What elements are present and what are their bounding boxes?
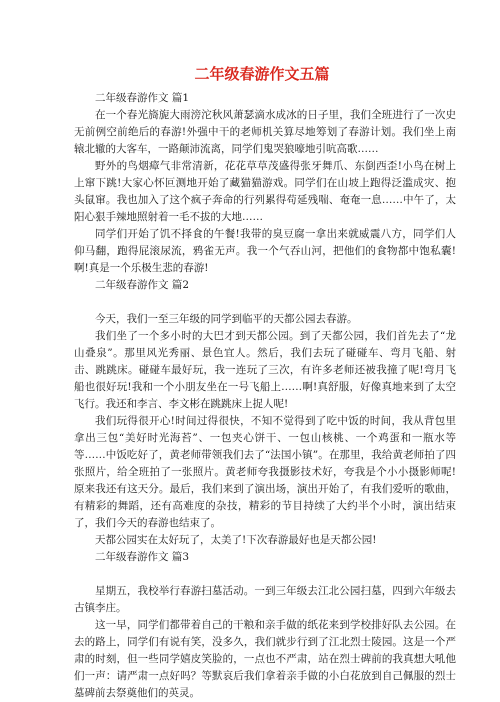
paragraph: 今天，我们一至三年级的同学到临平的天都公园去春游。 xyxy=(95,313,358,325)
paragraph-spacer xyxy=(74,566,456,583)
document-title: 二年级春游作文五篇 xyxy=(194,65,330,83)
section-3 xyxy=(74,549,456,702)
section-heading: 二年级春游作文 篇3 xyxy=(95,551,190,563)
section-1 xyxy=(74,90,456,277)
paragraph: 同学们开始了饥不择食的午餐!我带的臭豆腐一拿出来就威震八方，同学们人仰马翻，跑得屁滚尿流，鸦雀无声。我一个气吞山河，把他们的食物都中饱私囊!啊!真是一个乐极生悲的春游! xyxy=(74,228,456,274)
section-heading: 二年级春游作文 篇1 xyxy=(95,92,190,104)
paragraph: 天都公园实在太好玩了，太美了!下次春游最好也是天都公园! xyxy=(95,534,377,546)
paragraph: 星期五，我校举行春游扫墓活动。一到三年级去江北公园扫墓，四到六年级去古镇李庄。 xyxy=(74,585,456,614)
paragraph: 在一个春光旖旎大雨滂沱秋风萧瑟滴水成冰的日子里，我们全班进行了一次史无前例空前绝后的春游!外强中干的老师机关算尽地筹划了春游计划。我们坐上南辕北辙的大客车，一路颠沛流离，同学们鬼哭狼嚎地引吭高歌…… xyxy=(74,109,456,155)
paragraph: 野外的鸟烟瘴气非常清新，花花草草茂盛得张牙舞爪、东倒西歪!小鸟在树上上窜下跳!大家心怀叵测地开始了藏猫猫游戏。同学们在山坡上跑得泛滥成灾、抱头鼠窜。我也加入了这个疯子奔命的行列累得苟延残喘、奄奄一息……中午了，太阳心狠手辣地照射着一毛不拔的大地…… xyxy=(74,160,456,223)
paragraph-spacer xyxy=(74,294,456,311)
paragraph: 我们玩得很开心!时间过得很快，不知不觉得到了吃中饭的时间，我从背包里拿出三包“美好时光海苔”、一包夹心饼干、一包山核桃、一个鸡蛋和一瓶水等等……中饭吃好了，黄老师带领我们去了“法国小镇”。在那里，我给黄老师拍了四张照片，给全班拍了一张照片。黄老师夸我摄影技术好，夸我是个小小摄影师呢!原来我还有这天分。最后，我们来到了演出场，演出开始了，有我们爱听的歌曲，有精彩的舞蹈，还有高难度的杂技，精彩的节目持续了大约半个小时，演出结束了，我们今天的春游也结束了。 xyxy=(74,415,456,529)
section-2 xyxy=(74,277,456,549)
paragraph: 这一早，同学们都带着自己的干粮和亲手做的纸花来到学校排好队去公园。在去的路上，同学们有说有笑，没多久，我们就步行到了江北烈士陵园。这是一个严肃的时刻，但一些同学嬉皮笑脸的，一点也不严肃，站在烈士碑前的我真想大吼他们一声：请严肃一点好吗？等默哀后我们拿着亲手做的小白花放到自己佩服的烈士墓碑前去祭奠他们的英灵。 xyxy=(74,619,456,699)
paragraph: 我们坐了一个多小时的大巴才到天都公园。到了天都公园，我们首先去了“龙山叠泉”。那里风光秀丽、景色宜人。然后，我们去玩了碰碰车、弯月飞船、射击、跳跳床。碰碰车最好玩，我一连玩了三次，有许多老师还被我撞了呢!弯月飞船也很好玩!我和一个小朋友坐在一号飞船上……啊!真舒服，好像真地来到了太空飞行。我还和李言、李文彬在跳跳床上捉人呢! xyxy=(74,330,456,410)
section-heading: 二年级春游作文 篇2 xyxy=(95,279,190,291)
